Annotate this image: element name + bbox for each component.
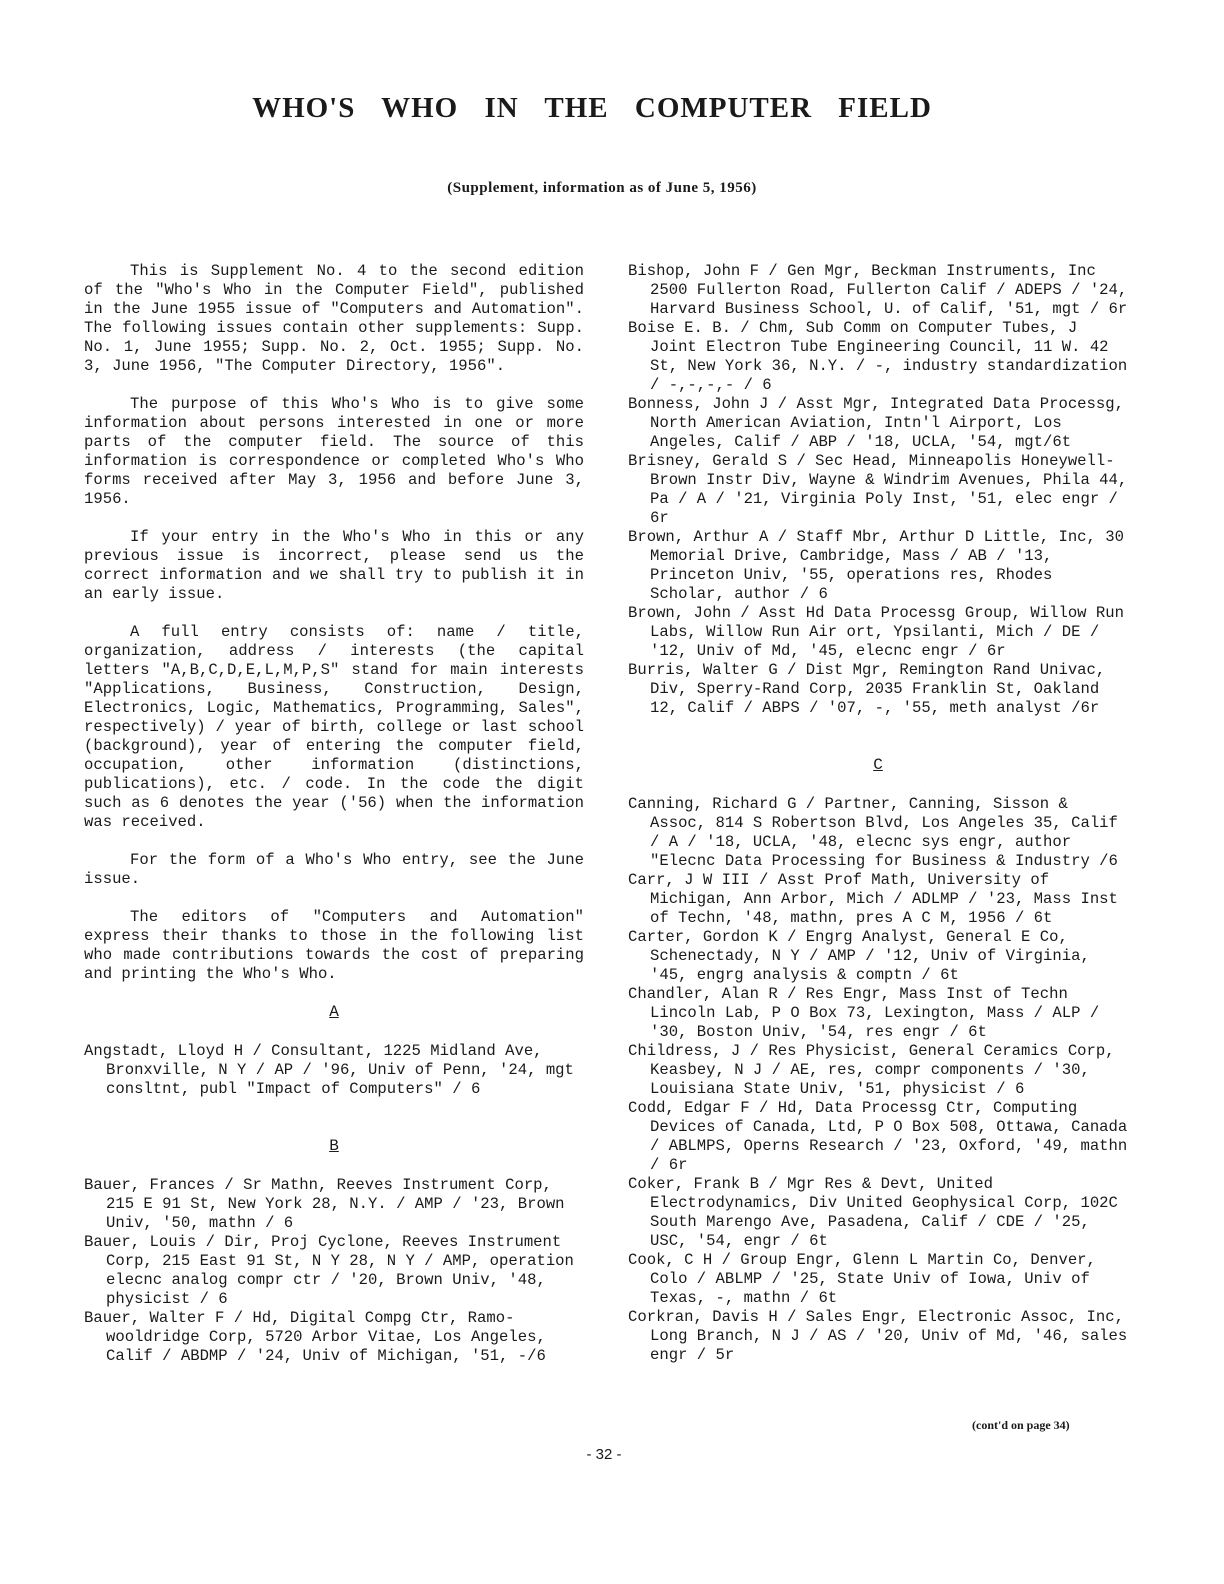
entry: Canning, Richard G / Partner, Canning, Sisson & Assoc, 814 S Robertson Blvd, Los Angeles 35, Calif / A / '18, UCLA, '48, elecnc sys engr, author "Elecnc Data Processing for Business & Industry /6 (628, 795, 1118, 870)
entry: Carr, J W III / Asst Prof Math, University of Michigan, Ann Arbor, Mich / ADLMP / '23, Mass Inst of Techn, '48, mathn, pres A C M, 1956 / 6t (628, 871, 1118, 927)
section-heading-c: C (873, 756, 883, 774)
entry: Childress, J / Res Physicist, General Ceramics Corp, Keasbey, N J / AE, res, compr components / '30, Louisiana State Univ, '51, physicist / 6 (628, 1042, 1115, 1098)
left-column (84, 262, 584, 1366)
intro-paragraph: For the form of a Who's Who entry, see the June issue. (84, 851, 584, 888)
intro-paragraph: The purpose of this Who's Who is to give some information about persons interested in one or more parts of the computer field. The source of this information is correspondence or completed Who's Who forms received after May 3, 1956 and before June 3, 1956. (84, 395, 584, 508)
entry: Corkran, Davis H / Sales Engr, Electronic Assoc, Inc, Long Branch, N J / AS / '20, Univ of Md, '46, sales engr / 5r (628, 1308, 1128, 1364)
page-title: WHO'S WHO IN THE COMPUTER FIELD (252, 92, 932, 124)
entry: Bauer, Louis / Dir, Proj Cyclone, Reeves Instrument Corp, 215 East 91 St, N Y 28, N Y / AMP, operation elecnc analog compr ctr / '20, Brown Univ, '48, physicist / 6 (84, 1233, 574, 1308)
entry: Bishop, John F / Gen Mgr, Beckman Instruments, Inc 2500 Fullerton Road, Fullerton Calif / ADEPS / '24, Harvard Business School, U. of Calif, '51, mgt / 6r (628, 262, 1128, 318)
entry: Brisney, Gerald S / Sec Head, Minneapolis Honeywell-Brown Instr Div, Wayne & Windrim Avenues, Phila 44, Pa / A / '21, Virginia Poly Inst, '51, elec engr / 6r (628, 452, 1128, 527)
entry: Codd, Edgar F / Hd, Data Processg Ctr, Computing Devices of Canada, Ltd, P O Box 508, Ottawa, Canada / ABLMPS, Operns Research / '23, Oxford, '49, mathn / 6r (628, 1099, 1128, 1174)
section-heading-b: B (329, 1137, 339, 1155)
entry: Cook, C H / Group Engr, Glenn L Martin Co, Denver, Colo / ABLMP / '25, State Univ of Iowa, Univ of Texas, -, mathn / 6t (628, 1251, 1096, 1307)
entry: Coker, Frank B / Mgr Res & Devt, United Electrodynamics, Div United Geophysical Corp, 102C South Marengo Ave, Pasadena, Calif / CDE / '25, USC, '54, engr / 6t (628, 1175, 1118, 1250)
entry: Carter, Gordon K / Engrg Analyst, General E Co, Schenectady, N Y / AMP / '12, Univ of Virginia, '45, engrg analysis & comptn / 6t (628, 928, 1090, 984)
entry: Brown, John / Asst Hd Data Processg Group, Willow Run Labs, Willow Run Air ort, Ypsilanti, Mich / DE / '12, Univ of Md, '45, elecnc engr / 6r (628, 604, 1124, 660)
entry: Brown, Arthur A / Staff Mbr, Arthur D Little, Inc, 30 Memorial Drive, Cambridge, Mass / AB / '13, Princeton Univ, '55, operations res, Rhodes Scholar, author / 6 (628, 528, 1124, 603)
entry: Boise E. B. / Chm, Sub Comm on Computer Tubes, J Joint Electron Tube Engineering Council, 11 W. 42 St, New York 36, N.Y. / -, industry standardization / -,-,-,- / 6 (628, 319, 1128, 394)
right-column (628, 262, 1128, 1365)
entry: Angstadt, Lloyd H / Consultant, 1225 Midland Ave, Bronxville, N Y / AP / '96, Univ of Penn, '24, mgt consltnt, publ "Impact of Computers" / 6 (84, 1042, 574, 1098)
entry: Bauer, Frances / Sr Mathn, Reeves Instrument Corp, 215 E 91 St, New York 28, N.Y. / AMP / '23, Brown Univ, '50, mathn / 6 (84, 1176, 565, 1232)
entry: Bauer, Walter F / Hd, Digital Compg Ctr, Ramo-wooldridge Corp, 5720 Arbor Vitae, Los Angeles, Calif / ABDMP / '24, Univ of Michigan, '51, -/6 (84, 1309, 546, 1365)
continued-note: (cont'd on page 34) (972, 1418, 1070, 1432)
intro-paragraph: A full entry consists of: name / title, organization, address / interests (the capital letters "A,B,C,D,E,L,M,P,S" stand for main interests "Applications, Business, Construction, Design, Electronics, Logic, Mathematics, Programming, Sales", respectively) / year of birth, college or last school (background), year of entering the computer field, occupation, other information (distinctions, publications), etc. / code. In the code the digit such as 6 denotes the year ('56) when the information was received. (84, 623, 584, 831)
entry: Chandler, Alan R / Res Engr, Mass Inst of Techn Lincoln Lab, P O Box 73, Lexington, Mass / ALP / '30, Boston Univ, '54, res engr / 6t (628, 985, 1100, 1041)
section-heading-a: A (329, 1003, 339, 1021)
page-number: - 32 - (586, 1446, 622, 1463)
intro-paragraph: This is Supplement No. 4 to the second edition of the "Who's Who in the Computer Field", published in the June 1955 issue of "Computers and Automation". The following issues contain other supplements: Supp. No. 1, June 1955; Supp. No. 2, Oct. 1955; Supp. No. 3, June 1956, "The Computer Directory, 1956". (84, 262, 584, 375)
entry: Bonness, John J / Asst Mgr, Integrated Data Processg, North American Aviation, Intn'l Airport, Los Angeles, Calif / ABP / '18, UCLA, '54, mgt/6t (628, 395, 1124, 451)
page-subtitle: (Supplement, information as of June 5, 1956) (447, 180, 757, 196)
intro-paragraph: The editors of "Computers and Automation" express their thanks to those in the following list who made contributions towards the cost of preparing and printing the Who's Who. (84, 908, 584, 983)
entry: Burris, Walter G / Dist Mgr, Remington Rand Univac, Div, Sperry-Rand Corp, 2035 Franklin St, Oakland 12, Calif / ABPS / '07, -, '55, meth analyst /6r (628, 661, 1106, 717)
intro-paragraph: If your entry in the Who's Who in this or any previous issue is incorrect, please send us the correct information and we shall try to publish it in an early issue. (84, 528, 584, 603)
